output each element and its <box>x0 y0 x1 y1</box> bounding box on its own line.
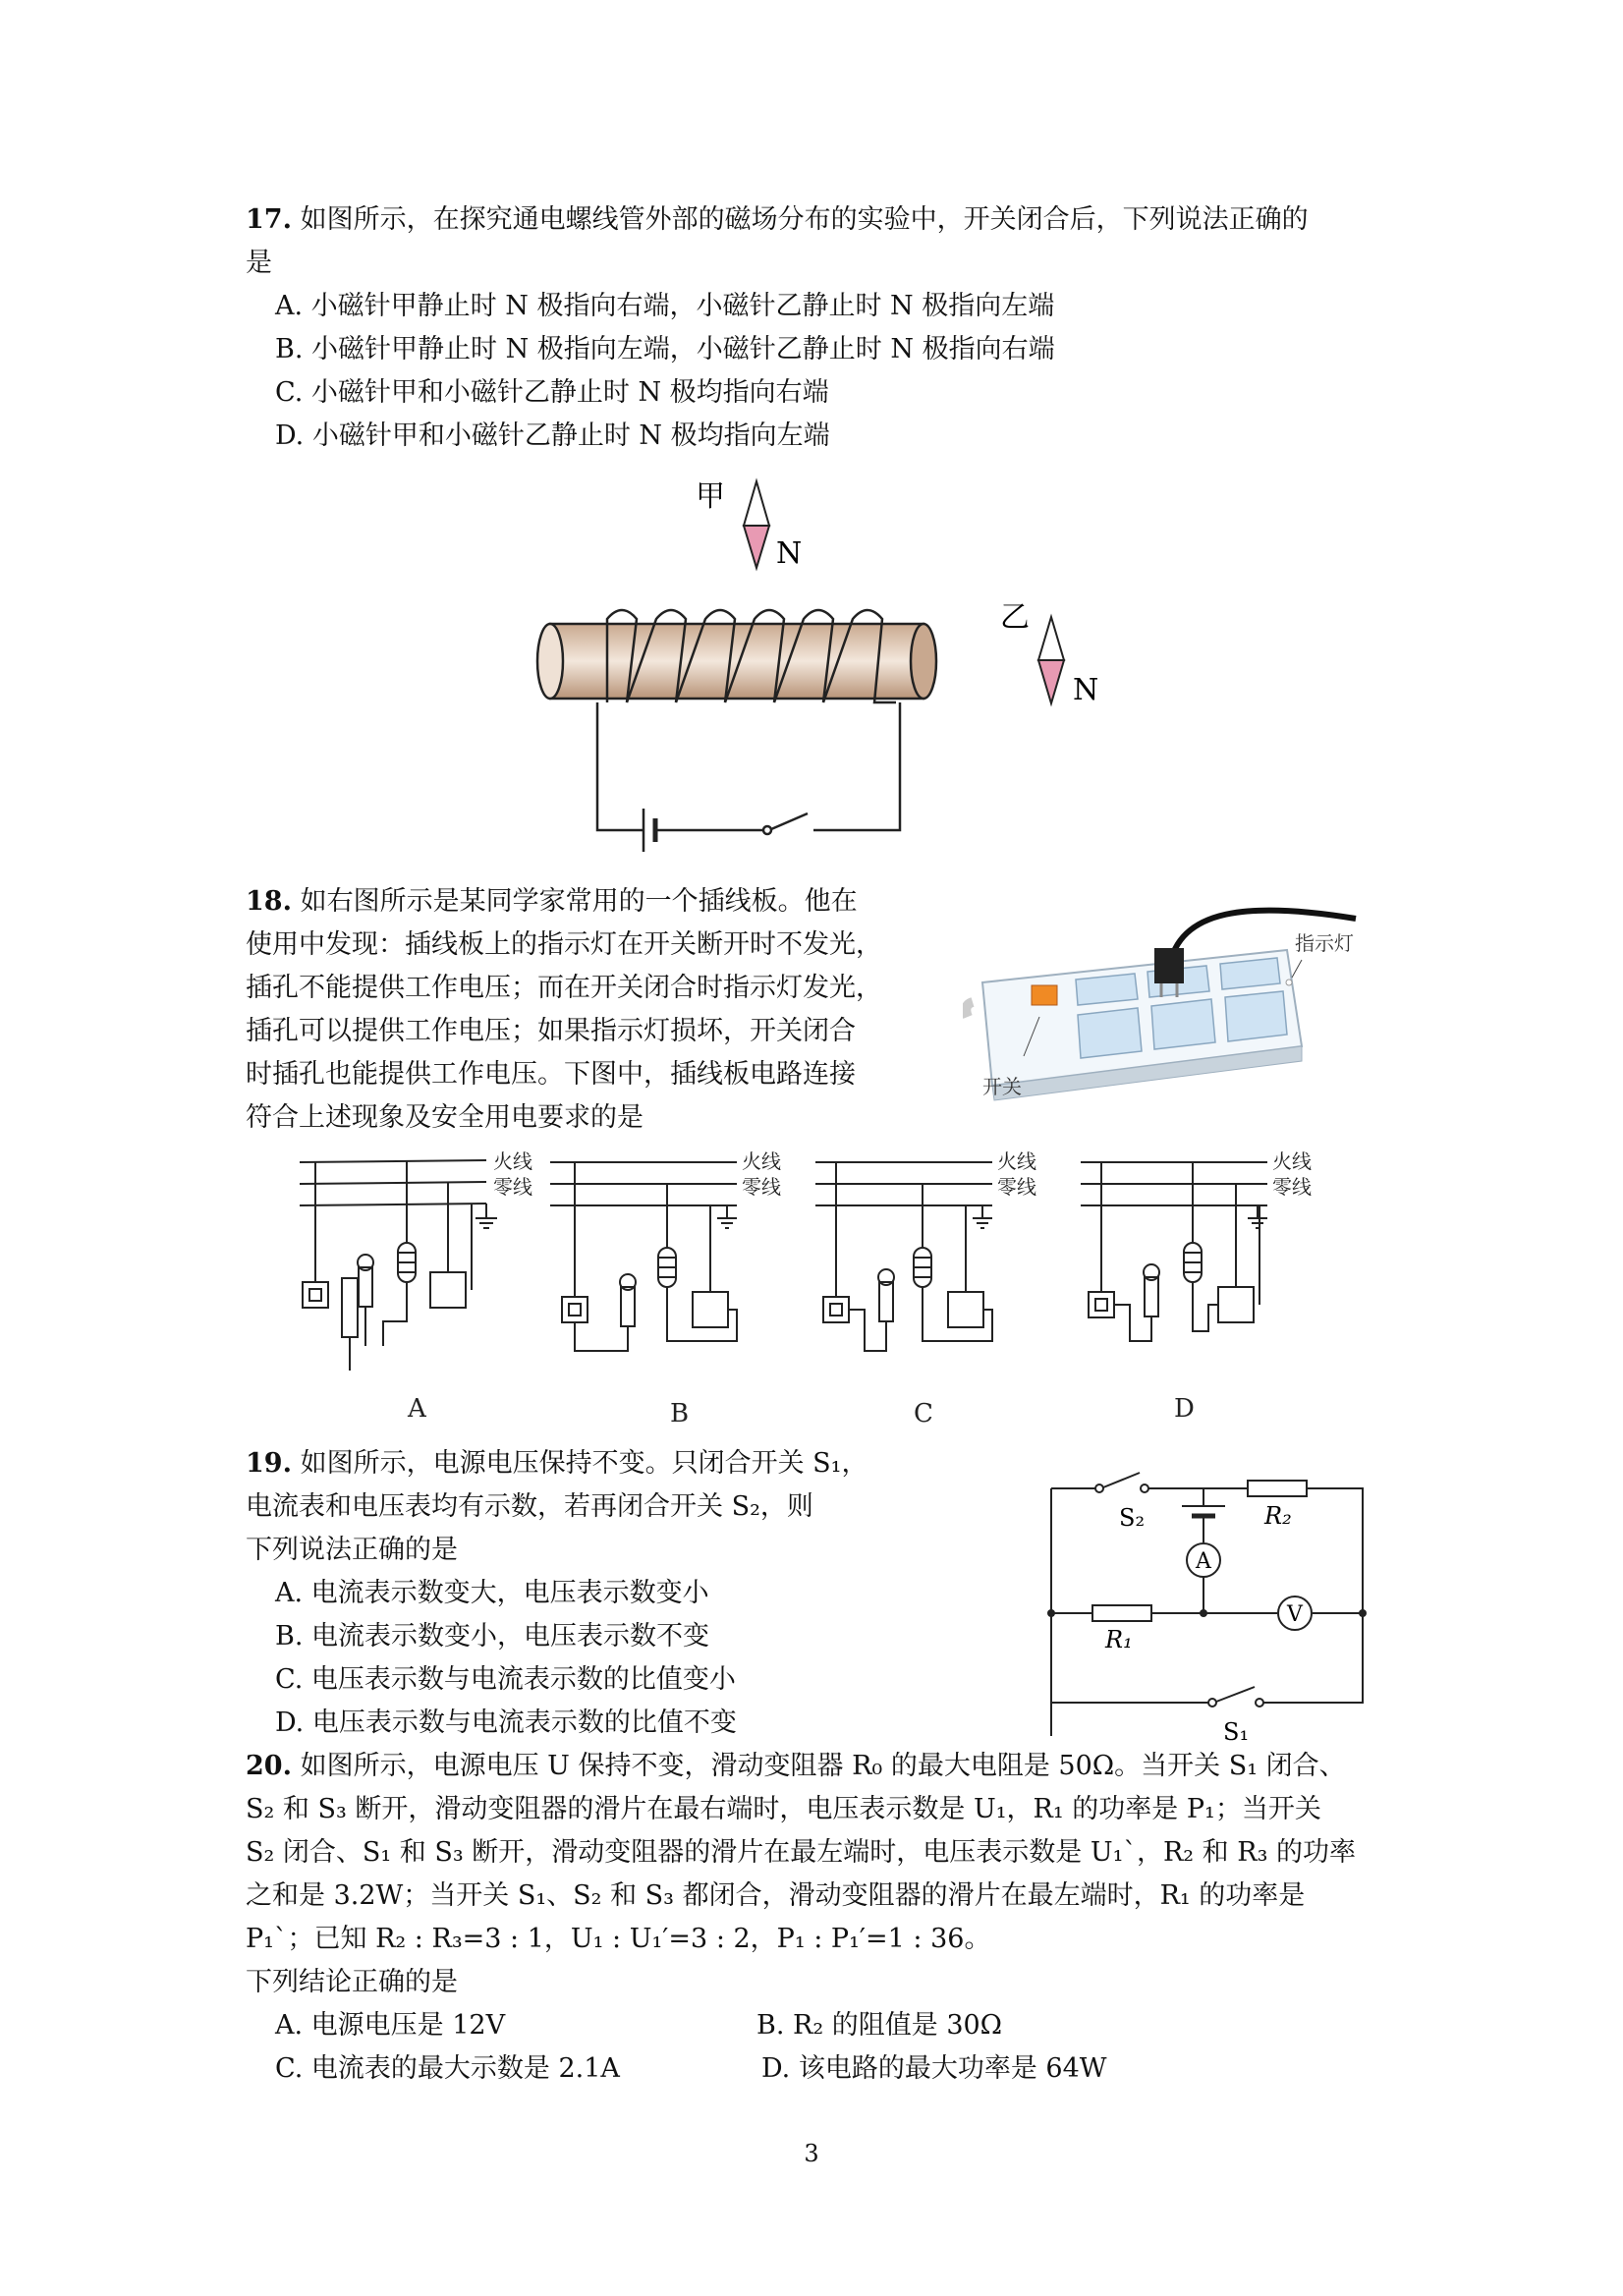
needle-yi-label: 乙 <box>1000 600 1030 635</box>
r2-label: R₂ <box>1264 1502 1292 1530</box>
choice-label-a: A <box>408 1394 426 1424</box>
q18-stem-line5: 时插孔也能提供工作电压。下图中，插线板电路连接 <box>246 1059 856 1090</box>
voltmeter-label: V <box>1287 1602 1303 1627</box>
q20-option-b: B. R₂ 的阻值是 30Ω <box>756 2010 1003 2041</box>
q17-stem-text: 如图所示，在探究通电螺线管外部的磁场分布的实验中，开关闭合后，下列说法正确的 <box>300 204 1309 235</box>
ammeter-label: A <box>1196 1549 1211 1574</box>
q18-stem-line4: 插孔可以提供工作电压；如果指示灯损坏，开关闭合 <box>246 1016 856 1046</box>
q20-number: 20. <box>246 1751 292 1781</box>
circuit-option-c <box>815 1149 1036 1351</box>
neutral-wire-label-d: 零线 <box>1272 1175 1312 1199</box>
q20-option-d: D. 该电路的最大功率是 64W <box>761 2053 1107 2084</box>
neutral-wire-label-b: 零线 <box>742 1175 781 1199</box>
q20-option-c: C. 电流表的最大示数是 2.1A <box>275 2053 620 2084</box>
live-wire-label-b: 火线 <box>742 1149 781 1173</box>
q20-stem-line4: 之和是 3.2W；当开关 S₁、S₂ 和 S₃ 都闭合，滑动变阻器的滑片在最左端时，R₁ 的功率是 <box>246 1880 1306 1911</box>
indicator-light-icon <box>1286 980 1292 985</box>
plug-icon <box>1154 948 1184 983</box>
q20-stem-line5: P₁`；已知 R₂ : R₃=3 : 1，U₁ : U₁′=3 : 2，P₁ : P₁′=1 : 36。 <box>246 1924 991 1954</box>
q19-stem-line3: 下列说法正确的是 <box>246 1535 458 1565</box>
solenoid-circuit <box>597 702 900 852</box>
q17-option-c: C. 小磁针甲和小磁针乙静止时 N 极均指向右端 <box>275 377 829 408</box>
choice-label-b: B <box>670 1399 690 1428</box>
q19-stem-line2: 电流表和电压表均有示数，若再闭合开关 S₂，则 <box>246 1491 813 1522</box>
circuit-option-d <box>1081 1149 1312 1341</box>
live-wire-label-d: 火线 <box>1272 1149 1312 1173</box>
switch-blade <box>771 813 808 829</box>
needle-yi-n-label: N <box>1073 673 1099 707</box>
q20-stem-line6: 下列结论正确的是 <box>246 1967 458 1997</box>
indicator-label: 指示灯 <box>1295 931 1354 955</box>
q17-option-b: B. 小磁针甲静止时 N 极指向左端，小磁针乙静止时 N 极指向右端 <box>275 334 1055 364</box>
s1-label: S₁ <box>1223 1718 1250 1744</box>
r1-label: R₁ <box>1105 1626 1133 1653</box>
live-wire-label-a: 火线 <box>493 1149 532 1173</box>
q19-circuit-figure <box>1036 1469 1380 1744</box>
q20-stem-line1 <box>246 1749 1346 1784</box>
q17-option-a: A. 小磁针甲静止时 N 极指向右端，小磁针乙静止时 N 极指向左端 <box>275 291 1055 321</box>
needle-jia-icon <box>744 481 769 568</box>
q20-stem-text: 如图所示，电源电压 U 保持不变，滑动变阻器 R₀ 的最大电阻是 50Ω。当开关 S₁ 闭合、 <box>300 1751 1346 1781</box>
q18-stem-line1 <box>246 884 858 920</box>
switch-label: 开关 <box>982 1075 1022 1098</box>
needle-jia-label: 甲 <box>696 479 725 514</box>
choice-label-c: C <box>914 1399 933 1428</box>
q19-stem-line1 <box>246 1446 867 1482</box>
q18-stem-line6: 符合上述现象及安全用电要求的是 <box>246 1102 644 1133</box>
r2-resistor <box>1248 1481 1307 1496</box>
q17-stem-line1 <box>246 202 1309 238</box>
q19-option-d: D. 电压表示数与电流表示数的比值不变 <box>275 1708 737 1738</box>
q18-stem-text: 如右图所示是某同学家常用的一个插线板。他在 <box>300 886 858 917</box>
neutral-wire-label-c: 零线 <box>997 1175 1036 1199</box>
q19-option-a: A. 电流表示数变大，电压表示数变小 <box>275 1578 709 1608</box>
circuit-option-b <box>550 1149 781 1351</box>
needle-jia-n-label: N <box>776 536 803 571</box>
q17-option-d: D. 小磁针甲和小磁针乙静止时 N 极均指向左端 <box>275 420 830 451</box>
page-number: 3 <box>804 2140 819 2167</box>
q19-stem-text: 如图所示，电源电压保持不变。只闭合开关 S₁， <box>300 1448 868 1479</box>
q20-option-a: A. 电源电压是 12V <box>275 2010 506 2041</box>
q18-circuit-options <box>285 1145 1366 1429</box>
q17-stem-line2: 是 <box>246 248 272 278</box>
q20-stem-line3: S₂ 闭合、S₁ 和 S₃ 断开，滑动变阻器的滑片在最左端时，电压表示数是 U₁`，R₂ 和 R₃ 的功率 <box>246 1837 1357 1868</box>
q18-stem-line3: 插孔不能提供工作电压；而在开关闭合时指示灯发光， <box>246 973 882 1003</box>
q19-number: 19. <box>246 1448 292 1479</box>
neutral-wire-label-a: 零线 <box>493 1175 532 1199</box>
q19-option-c: C. 电压表示数与电流表示数的比值变小 <box>275 1664 736 1695</box>
r1-resistor <box>1092 1605 1151 1621</box>
needle-yi-icon <box>1038 617 1064 703</box>
choice-label-d: D <box>1174 1394 1195 1424</box>
q18-stem-line2: 使用中发现：插线板上的指示灯在开关断开时不发光， <box>246 929 882 960</box>
q17-solenoid-figure <box>531 472 1120 865</box>
s2-label: S₂ <box>1119 1504 1146 1532</box>
q18-power-strip-photo <box>963 889 1366 1115</box>
q17-number: 17. <box>246 204 292 235</box>
strip-switch-icon <box>1032 985 1057 1005</box>
q20-stem-line2: S₂ 和 S₃ 断开，滑动变阻器的滑片在最右端时，电压表示数是 U₁，R₁ 的功率是 P₁；当开关 <box>246 1794 1321 1824</box>
circuit-option-a <box>300 1149 532 1371</box>
q18-number: 18. <box>246 886 292 917</box>
q19-option-b: B. 电流表示数变小，电压表示数不变 <box>275 1621 710 1652</box>
live-wire-label-c: 火线 <box>997 1149 1036 1173</box>
